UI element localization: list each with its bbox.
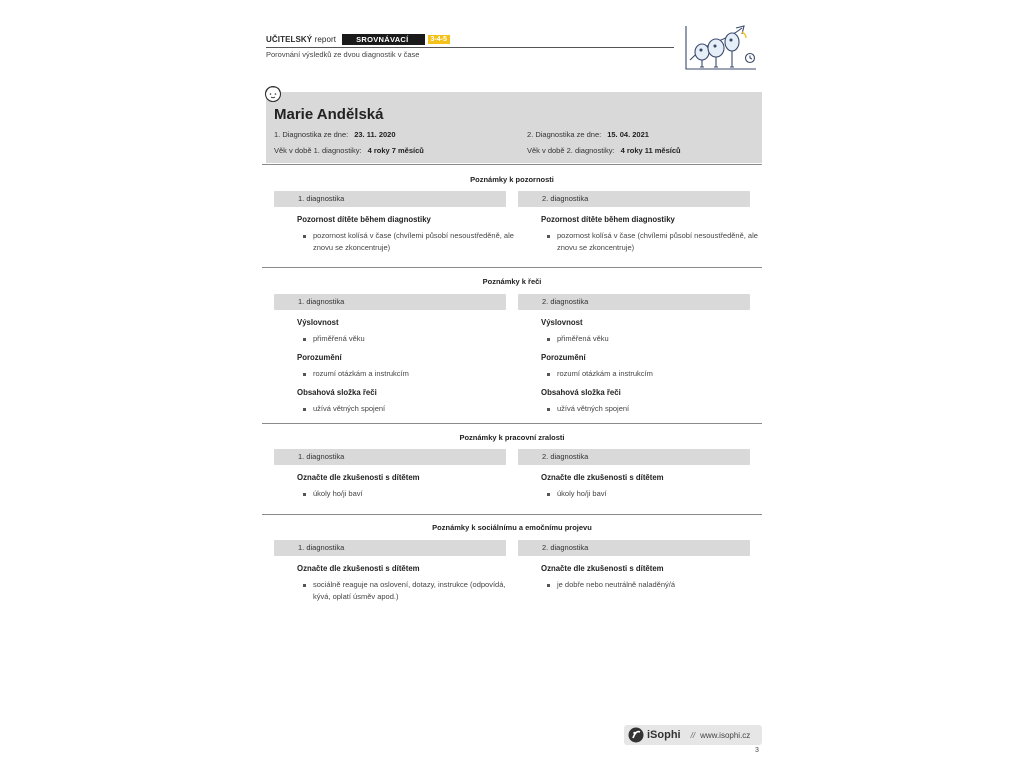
social-head-1: Označte dle zkušenosti s dítětem	[297, 564, 420, 573]
attention-col-label-2: 2. diagnostika	[518, 191, 750, 207]
attention-bullet-2: pozornost kolísá v čase (chvílemi působí nesoustředěně, ale znovu se zkoncentruje)	[541, 230, 761, 254]
attention-head-2: Pozornost dítěte během diagnostiky	[541, 215, 675, 224]
child-face-icon	[262, 84, 284, 104]
speech-bullet-content-2: užívá větných spojení	[541, 403, 761, 415]
work-col-label-2: 2. diagnostika	[518, 449, 750, 465]
speech-head-pronunciation-1: Výslovnost	[297, 318, 339, 327]
section-divider	[262, 423, 762, 424]
diag1-date: 23. 11. 2020	[354, 130, 396, 139]
speech-col-2	[541, 318, 761, 423]
work-head-2: Označte dle zkušenosti s dítětem	[541, 473, 664, 482]
report-type	[266, 35, 336, 44]
speech-col-label-2: 2. diagnostika	[518, 294, 750, 310]
section-title-social: Poznámky k sociálnímu a emočnímu projevu	[432, 523, 592, 532]
age1-value: 4 roky 7 měsíců	[367, 146, 424, 155]
isophi-birds-logo	[684, 22, 760, 72]
attention-head-1: Pozornost dítěte během diagnostiky	[297, 215, 431, 224]
speech-bullet-pronunciation-1: přiměřená věku	[297, 333, 517, 345]
speech-bullet-comprehension-1: rozumí otázkám a instrukcím	[297, 368, 517, 380]
social-head-2: Označte dle zkušenosti s dítětem	[541, 564, 664, 573]
diag2-date-label: 2. Diagnostika ze dne:	[527, 130, 602, 139]
header-line	[266, 33, 676, 46]
footer-separator: //	[690, 730, 696, 740]
section-divider	[262, 514, 762, 515]
speech-bullet-comprehension-2: rozumí otázkám a instrukcím	[541, 368, 761, 380]
work-head-1: Označte dle zkušenosti s dítětem	[297, 473, 420, 482]
header-rule	[266, 47, 674, 48]
child-info-panel	[266, 92, 762, 163]
social-col-label-1: 1. diagnostika	[274, 540, 506, 556]
report-type-bold: UČITELSKÝ	[266, 35, 313, 44]
page-number: 3	[755, 747, 759, 754]
section-title-speech: Poznámky k řeči	[482, 277, 542, 286]
speech-col-1	[297, 318, 517, 423]
age2-row	[527, 146, 681, 155]
speech-bullet-content-1: užívá větných spojení	[297, 403, 517, 415]
work-col-1	[297, 473, 517, 508]
isophi-brand-icon	[628, 727, 644, 743]
diag1-date-row	[274, 130, 396, 139]
footer-brand: iSophi	[647, 729, 681, 741]
age1-row	[274, 146, 424, 155]
section-title-work: Poznámky k pracovní zralosti	[459, 433, 565, 442]
age2-value: 4 roky 11 měsíců	[620, 146, 681, 155]
social-bullet-2: je dobře nebo neutrálně naladěný/á	[541, 579, 761, 591]
report-header	[266, 33, 676, 59]
speech-head-content-2: Obsahová složka řeči	[541, 388, 621, 397]
diag2-date-row	[527, 130, 649, 139]
social-col-1	[297, 564, 517, 611]
speech-head-comprehension-2: Porozumění	[541, 353, 586, 362]
attention-bullet-1: pozornost kolísá v čase (chvílemi působí nesoustředěně, ale znovu se zkoncentruje)	[297, 230, 517, 254]
section-divider	[262, 267, 762, 268]
speech-head-content-1: Obsahová složka řeči	[297, 388, 377, 397]
section-title-attention: Poznámky k pozornosti	[470, 175, 554, 184]
age2-label: Věk v době 2. diagnostiky:	[527, 146, 615, 155]
age-group-badge: 3-4-5	[428, 35, 450, 44]
panel-rule	[262, 164, 762, 165]
header-subtitle: Porovnání výsledků ze dvou diagnostik v čase	[266, 50, 420, 59]
comparative-badge: SROVNÁVACÍ	[342, 34, 424, 45]
social-bullet-1: sociálně reaguje na oslovení, dotazy, instrukce (odpovídá, kývá, oplatí úsměv apod.)	[297, 579, 517, 603]
footer-brand-bar	[624, 725, 762, 745]
work-col-2	[541, 473, 761, 508]
work-bullet-1: úkoly ho/ji baví	[297, 488, 517, 500]
speech-head-pronunciation-2: Výslovnost	[541, 318, 583, 327]
diag1-date-label: 1. Diagnostika ze dne:	[274, 130, 349, 139]
attention-col-1	[297, 215, 517, 262]
footer-url[interactable]: www.isophi.cz	[700, 730, 751, 740]
speech-col-label-1: 1. diagnostika	[274, 294, 506, 310]
child-name: Marie Andělská	[274, 106, 384, 123]
work-bullet-2: úkoly ho/ji baví	[541, 488, 761, 500]
attention-col-label-1: 1. diagnostika	[274, 191, 506, 207]
work-col-label-1: 1. diagnostika	[274, 449, 506, 465]
report-type-light: report	[314, 35, 337, 44]
social-col-label-2: 2. diagnostika	[518, 540, 750, 556]
attention-col-2	[541, 215, 761, 262]
age1-label: Věk v době 1. diagnostiky:	[274, 146, 362, 155]
social-col-2	[541, 564, 761, 599]
speech-head-comprehension-1: Porozumění	[297, 353, 342, 362]
speech-bullet-pronunciation-2: přiměřená věku	[541, 333, 761, 345]
diag2-date: 15. 04. 2021	[607, 130, 649, 139]
